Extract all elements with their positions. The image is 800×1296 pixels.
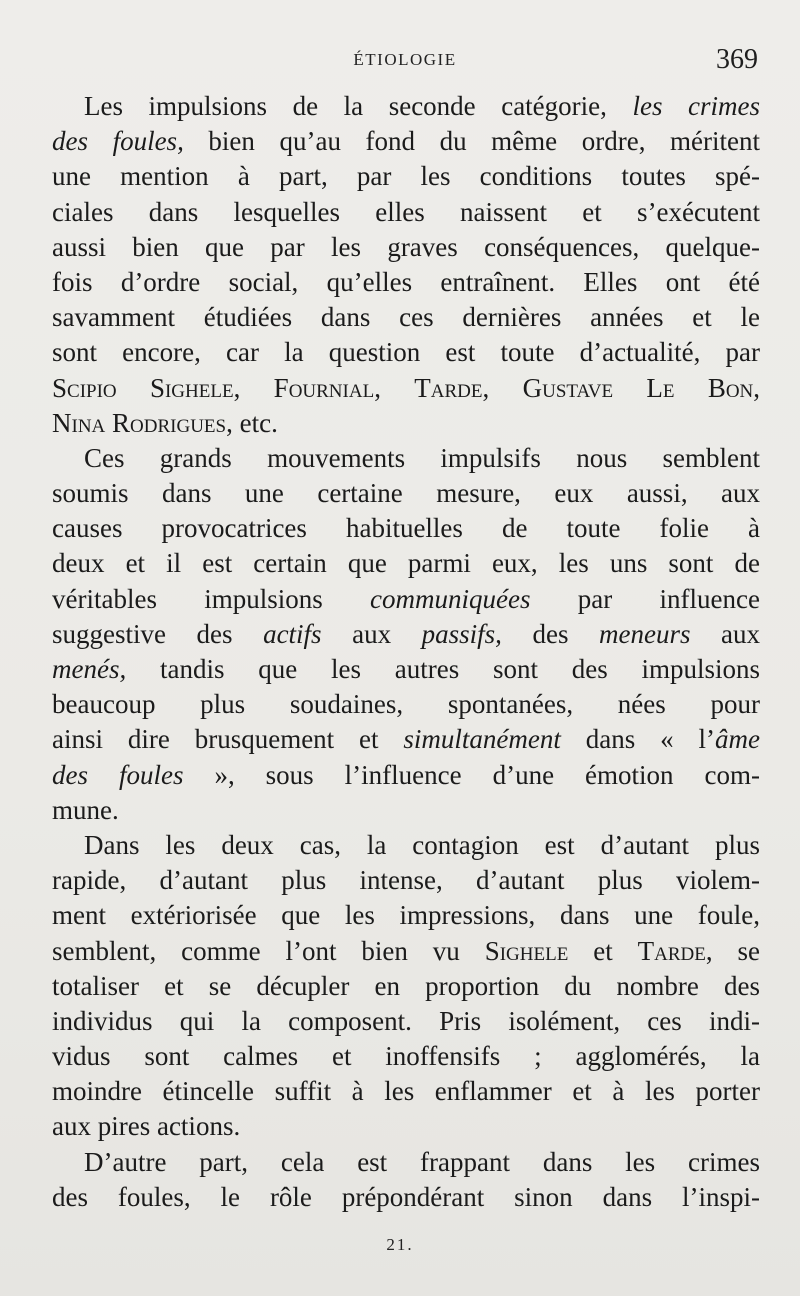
italic-text: simultanément <box>403 724 561 755</box>
text-run: deux et il est certain que parmi eux, les uns sont de <box>52 548 760 579</box>
italic-text: passifs, <box>421 618 502 649</box>
italic-text: communiquées <box>370 583 531 614</box>
body-text <box>52 89 760 1215</box>
text-run: vidus sont calmes et inoffensifs ; agglomérés, la <box>52 1041 760 1072</box>
text-line <box>52 511 760 546</box>
text-line <box>52 898 760 933</box>
italic-text: des foules <box>52 759 184 790</box>
text-line <box>52 441 760 476</box>
text-run: bien qu’au fond du même ordre, méritent <box>183 126 760 157</box>
text-run: tandis que les autres sont des impulsions <box>126 654 760 684</box>
text-run: », sous l’influence d’une émotion com- <box>183 759 760 790</box>
text-run: Les impulsions de la seconde catégorie, <box>84 91 633 121</box>
running-title: ÉTIOLOGIE <box>353 50 457 69</box>
text-line <box>52 230 760 265</box>
text-run: , <box>233 372 274 403</box>
text-line <box>52 1074 760 1109</box>
author-name: Scipio Sighele <box>52 372 234 403</box>
text-line <box>52 1039 760 1074</box>
text-run: rapide, d’autant plus intense, d’autant plus violem- <box>52 865 760 896</box>
text-line <box>52 863 760 898</box>
text-run: , <box>482 372 523 403</box>
author-name: Fournial <box>273 372 375 403</box>
italic-text: menés, <box>52 654 127 684</box>
text-run: aux <box>690 618 761 649</box>
author-name: Gustave Le Bon <box>522 372 754 403</box>
text-run: ciales dans lesquelles elles naissent et s’exécutent <box>52 196 760 227</box>
text-line <box>52 687 760 722</box>
text-line <box>52 758 760 793</box>
text-line <box>52 300 760 335</box>
author-name: Nina Rodrigues <box>52 407 227 438</box>
italic-text: actifs <box>263 618 322 649</box>
italic-text: les crimes <box>632 91 760 121</box>
text-run: semblent, comme l’ont bien vu <box>52 935 485 966</box>
text-line <box>52 934 760 969</box>
text-run: par influence <box>530 583 760 614</box>
text-run: Dans les deux cas, la contagion est d’autant plus <box>84 829 760 860</box>
text-line <box>52 159 760 194</box>
text-run: individus qui la composent. Pris isolément, ces indi- <box>52 1005 760 1036</box>
italic-text: âme <box>715 724 760 755</box>
text-run: moindre étincelle suffit à les enflammer et à les porter <box>52 1076 760 1107</box>
text-line <box>52 406 760 441</box>
text-run: , <box>753 372 761 403</box>
text-run: Ces grands mouvements impulsifs nous semblent <box>84 442 760 473</box>
italic-text: des foules, <box>52 126 184 157</box>
text-run: des foules, le rôle prépondérant sinon dans l’inspi- <box>52 1181 760 1212</box>
author-name: Sighele <box>484 935 569 966</box>
text-line <box>52 617 760 652</box>
text-line <box>52 582 760 617</box>
text-run: ainsi dire brusquement et <box>52 724 404 755</box>
text-run: totaliser et se décupler en proportion du nombre des <box>52 970 760 1001</box>
text-run: D’autre part, cela est frappant dans les crimes <box>84 1146 760 1177</box>
text-run: mune. <box>52 794 119 825</box>
text-run: dans « l’ <box>560 724 716 755</box>
text-run: sont encore, car la question est toute d’actualité, par <box>52 337 760 368</box>
text-run: véritables impulsions <box>52 583 371 614</box>
text-run: ment extériorisée que les impressions, dans une foule, <box>52 900 760 931</box>
text-run: et <box>568 935 638 966</box>
text-run: beaucoup plus soudaines, spontanées, nées pour <box>52 689 760 720</box>
text-run: suggestive des <box>52 618 264 649</box>
author-name: Tarde <box>414 372 483 403</box>
text-line <box>52 124 760 159</box>
text-line <box>52 1180 760 1215</box>
text-line <box>52 652 760 687</box>
signature-mark: 21. <box>386 1235 414 1254</box>
text-run: une mention à part, par les conditions toutes spé- <box>52 161 760 192</box>
author-name: Tarde <box>637 935 706 966</box>
paragraph <box>52 441 760 828</box>
text-run: aux <box>321 618 422 649</box>
paragraph <box>52 89 760 441</box>
text-run: causes provocatrices habituelles de toute folie à <box>52 513 760 544</box>
text-run: , etc. <box>226 407 278 438</box>
text-run: , <box>374 372 415 403</box>
text-run: aussi bien que par les graves conséquences, quelque- <box>52 231 760 262</box>
text-line <box>52 1109 760 1144</box>
text-line <box>52 335 760 370</box>
text-run: fois d’ordre social, qu’elles entraînent. Elles ont été <box>52 266 760 297</box>
text-line <box>52 1145 760 1180</box>
text-line <box>52 1004 760 1039</box>
text-line <box>52 722 760 757</box>
text-run: des <box>501 618 599 649</box>
text-run: aux pires actions. <box>52 1111 241 1142</box>
paragraph <box>52 828 760 1145</box>
text-line <box>52 793 760 828</box>
text-line <box>52 371 760 406</box>
running-head <box>52 44 758 84</box>
text-run: savamment étudiées dans ces dernières années et le <box>52 302 760 333</box>
text-run: , se <box>705 935 760 966</box>
italic-text: meneurs <box>599 618 691 649</box>
text-line <box>52 476 760 511</box>
text-line <box>52 265 760 300</box>
text-line <box>52 195 760 230</box>
text-run: soumis dans une certaine mesure, eux aussi, aux <box>52 478 760 509</box>
paragraph <box>52 1145 760 1215</box>
text-line <box>52 828 760 863</box>
text-line <box>52 969 760 1004</box>
text-line <box>52 546 760 581</box>
text-line <box>52 89 760 124</box>
page-number: 369 <box>716 44 758 75</box>
